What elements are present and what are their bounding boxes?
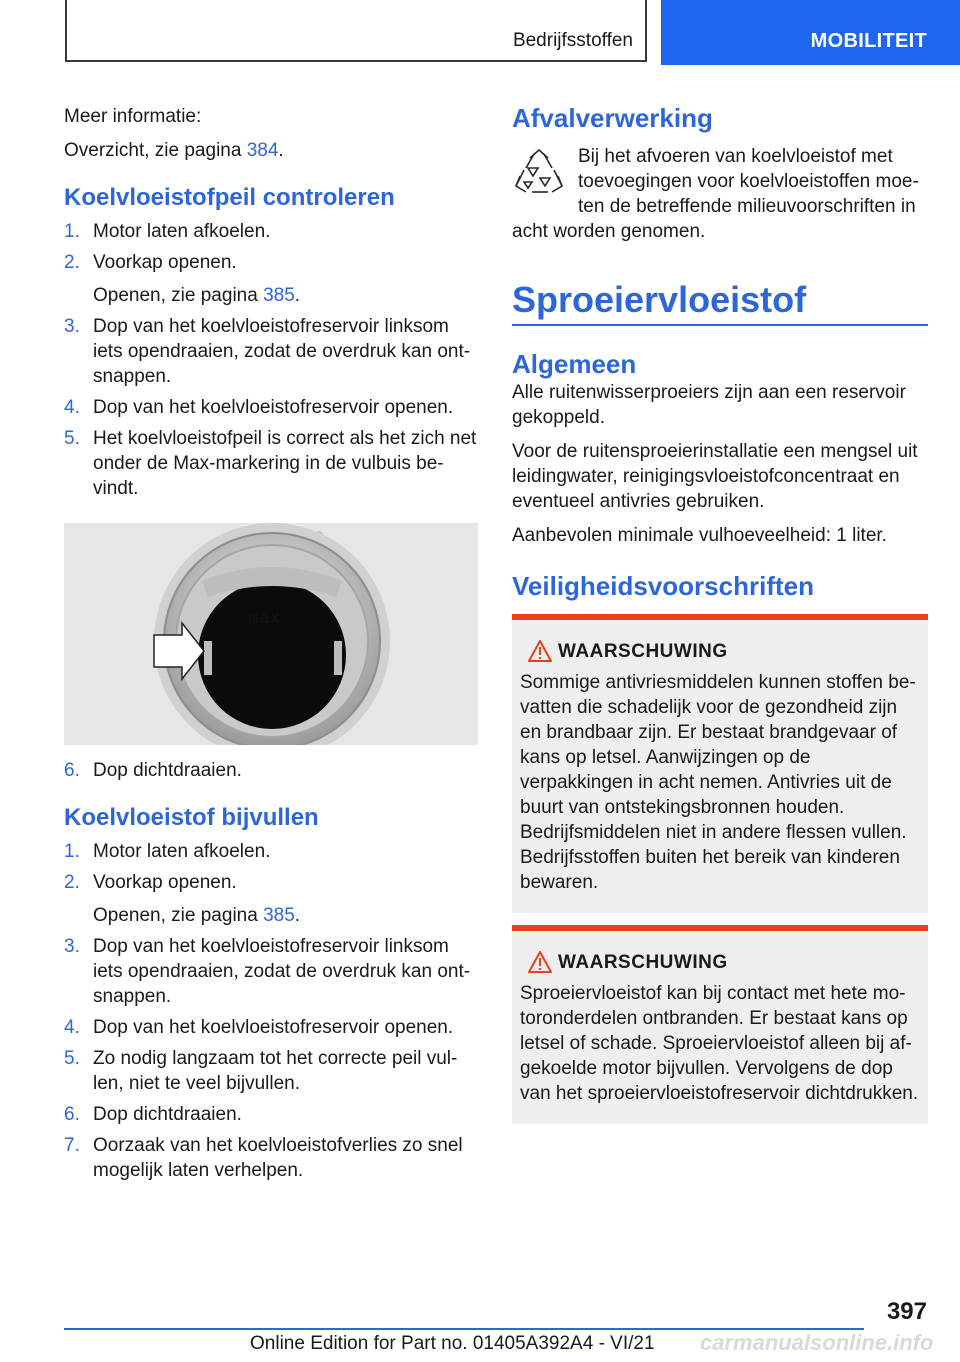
general-paragraph-2: Voor de ruitensproeierinstallatie een mengsel uit leidingwater, reinigingsvloeistofconcentraat en eventueel antivries gebruiken. (512, 441, 918, 512)
left-column (64, 100, 480, 1183)
page-link-385[interactable]: 385 (263, 285, 295, 306)
list-item: 6. Dop dichtdraaien. (64, 760, 242, 781)
page-link-384[interactable]: 384 (246, 140, 279, 161)
general-title: Algemeen (512, 349, 637, 379)
general-paragraph-3: Aanbevolen minimale vulhoeveelheid: 1 liter. (512, 525, 887, 546)
list-item: 7. Oorzaak van het koelvloeistofverlies zo snel mogelijk laten verhelpen. (64, 1135, 463, 1181)
safety-title: Veiligheidsvoorschriften (512, 571, 814, 601)
warning-text: Sproeiervloeistof kan bij contact met hete motoronderdelen ontbranden. Er bestaat kans op letsel of schade. Sproeiervloeistof alleen bij afgekoelde motor bijvullen. Vervolgens de dop van het sproeiervloeistofreservoir dichtdrukken. (520, 983, 919, 1104)
list-item: 4. Dop van het koelvloeistofreservoir openen. (64, 397, 454, 418)
header-chapter-tab (661, 0, 960, 65)
check-section-title: Koelvloeistofpeil controleren (64, 184, 395, 211)
main-title-block (512, 278, 928, 326)
check-steps-list (64, 219, 480, 501)
warning-text: Sommige antivriesmiddelen kunnen stoffen bevatten die schadelijk voor de gezondheid zijn en brandbaar zijn. Er bestaat brandgevaar of kans op letsel. Aanwijzingen op de verpakkingen in acht nemen. Antivries uit de buurt van ontstekingsbronnen houden. Bedrijfsmiddelen niet in andere flessen vullen. Bedrijfsstoffen buiten het bereik van kinderen bewaren. (520, 672, 916, 893)
warning-title: WAARSCHUWING (520, 949, 920, 977)
list-item: 2. Voorkap openen. Openen, zie pagina 385. (64, 870, 480, 928)
list-item: 1. Motor laten afkoelen. (64, 841, 271, 862)
disposal-block (512, 144, 928, 244)
coolant-cap-figure (64, 523, 478, 745)
list-item: 6. Dop dichtdraaien. (64, 1104, 242, 1125)
warning-box (512, 614, 928, 913)
fill-section-title: Koelvloeistof bijvullen (64, 804, 319, 831)
watermark: carmanualsonline.info (700, 1330, 934, 1355)
max-marking: max (248, 607, 281, 628)
list-item: 2. Voorkap openen. Openen, zie pagina 385. (64, 250, 480, 308)
step-sub-text: Openen, zie pagina 385. (93, 905, 301, 926)
list-item: 1. Motor laten afkoelen. (64, 221, 271, 242)
disposal-text: Bij het afvoeren van koelvloeistof met toevoegingen voor koelvloeistoffen moeten de betreffende milieuvoorschriften in acht worden genomen. (512, 146, 919, 242)
recycle-icon (512, 148, 566, 198)
fill-steps-list (64, 839, 480, 1183)
warning-triangle-icon (528, 951, 552, 973)
disposal-title: Afvalverwerking (512, 103, 713, 133)
check-steps-list-continued (64, 758, 480, 783)
header-section-box (65, 0, 647, 62)
warning-title: WAARSCHUWING (520, 638, 920, 666)
intro-text: Overzicht, zie pagina 384. (64, 140, 284, 161)
step-sub-text: Openen, zie pagina 385. (93, 285, 301, 306)
right-column (512, 100, 928, 1124)
page-link-385[interactable]: 385 (263, 905, 295, 926)
header-section-title: Bedrijfsstoffen (512, 30, 633, 51)
page-number: 397 (886, 1298, 927, 1325)
header-chapter-title: MOBILITEIT (810, 30, 927, 52)
list-item: 3. Dop van het koelvloeistofreservoir linksom iets opendraaien, zodat de overdruk kan ontsnappen. (64, 316, 471, 387)
warning-box (512, 925, 928, 1124)
list-item: 5. Het koelvloeistofpeil is correct als het zich net onder de Max-markering in de vulbuis bevindt. (64, 428, 477, 499)
general-paragraph-1: Alle ruitenwisserproeiers zijn aan een reservoir gekoppeld. (512, 382, 906, 428)
footer-edition: Online Edition for Part no. 01405A392A4 - VI/21 (250, 1333, 655, 1354)
main-section-title: Sproeiervloeistof (512, 279, 807, 320)
list-item: 4. Dop van het koelvloeistofreservoir openen. (64, 1017, 454, 1038)
warning-triangle-icon (528, 640, 552, 662)
list-item: 3. Dop van het koelvloeistofreservoir linksom iets opendraaien, zodat de overdruk kan ontsnappen. (64, 936, 471, 1007)
coolant-cap-illustration (64, 523, 478, 745)
intro-label: Meer informatie: (64, 106, 202, 127)
list-item: 5. Zo nodig langzaam tot het correcte peil vullen, niet te veel bijvullen. (64, 1048, 458, 1094)
